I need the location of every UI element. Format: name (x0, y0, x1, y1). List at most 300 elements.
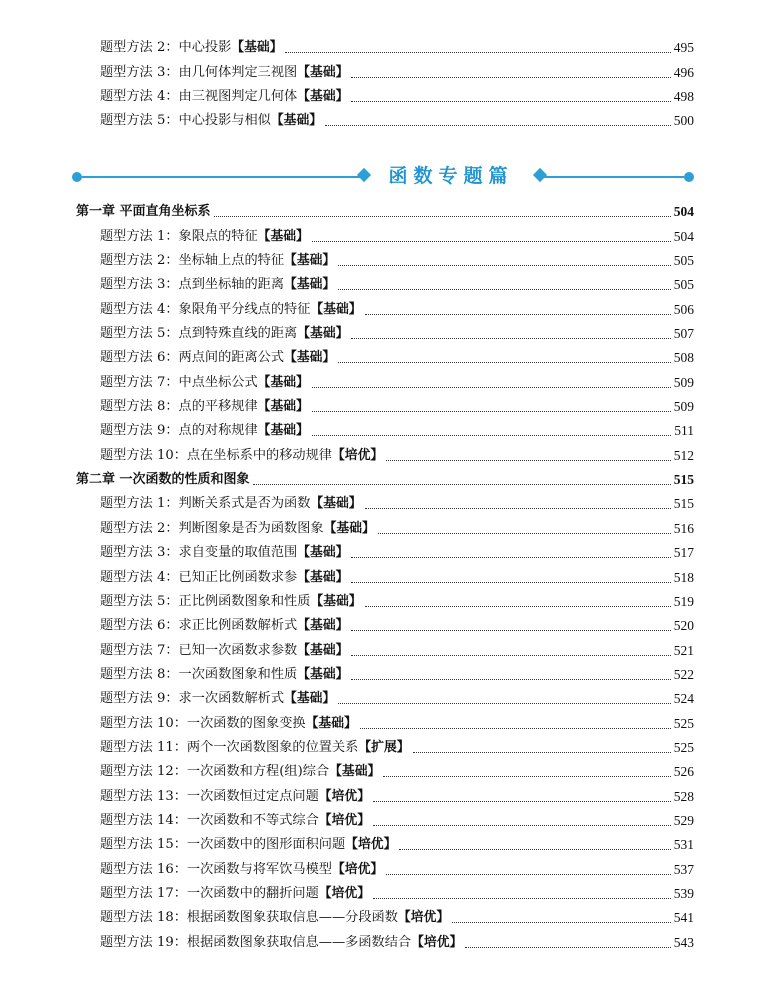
entry-colon: ： (165, 301, 179, 317)
dot-leader (351, 581, 670, 583)
entry-label (100, 618, 297, 634)
toc-entry (0, 293, 768, 317)
entry-colon: ： (165, 496, 179, 512)
entry-title: 一次函数和方程(组)综合 (186, 764, 330, 780)
entry-title: 两个一次函数图象的位置关系 (186, 739, 359, 755)
entry-title: 根据函数图象获取信息——多函数结合 (186, 934, 412, 950)
entry-label (100, 643, 297, 659)
entry-colon: ： (165, 423, 179, 439)
entry-label (100, 302, 310, 318)
toc-entry (0, 415, 768, 439)
entry-prefix: 题型方法 (100, 496, 153, 512)
entry-title: 一次函数和不等式综合 (186, 813, 319, 829)
dot-leader (365, 313, 671, 315)
entry-number: 10 (152, 715, 174, 731)
entry-title: 两点间的距离公式 (178, 350, 285, 366)
entry-prefix: 题型方法 (100, 228, 153, 244)
entry-label (100, 935, 411, 951)
entry-number: 9 (152, 423, 166, 439)
chapter-page-number: 504 (673, 204, 694, 220)
entry-prefix: 题型方法 (100, 326, 153, 342)
entry-level-tag: 【基础】 (257, 228, 309, 244)
entry-colon: ： (165, 277, 179, 293)
entry-prefix: 题型方法 (100, 691, 153, 707)
dot-leader (351, 629, 670, 631)
dot-leader (338, 361, 671, 363)
entry-title: 中心投影与相似 (178, 113, 271, 129)
entry-label (100, 789, 319, 805)
entry-prefix: 题型方法 (100, 813, 153, 829)
entry-title: 求正比例函数解析式 (178, 618, 298, 634)
entry-title: 一次函数图象和性质 (178, 666, 298, 682)
entry-number: 5 (152, 593, 166, 609)
entry-title: 一次函数与将军饮马模型 (186, 861, 332, 877)
entry-number: 10 (152, 447, 174, 463)
entry-title: 由三视图判定几何体 (178, 88, 298, 104)
entry-number: 14 (152, 813, 174, 829)
entry-page-number: 509 (673, 399, 694, 415)
entry-title: 点的平移规律 (178, 399, 258, 415)
entry-colon: ： (165, 545, 179, 561)
toc-entry (0, 32, 768, 56)
entry-prefix: 题型方法 (100, 374, 153, 390)
entry-title: 判断图象是否为函数图象 (178, 520, 324, 536)
chapter-page-number: 515 (673, 472, 694, 488)
entry-page-number: 539 (673, 886, 694, 902)
entry-colon: ： (173, 910, 187, 926)
entry-number: 1 (152, 496, 166, 512)
chapter-title: 第一章 平面直角坐标系 (76, 204, 211, 220)
entry-prefix: 题型方法 (100, 252, 153, 268)
entry-number: 2 (152, 520, 166, 536)
toc-entry (0, 780, 768, 804)
entry-colon: ： (165, 593, 179, 609)
entry-page-number: 541 (673, 910, 694, 926)
toc-entry (0, 537, 768, 561)
entry-colon: ： (173, 739, 187, 755)
entry-colon: ： (165, 88, 179, 104)
entry-page-number: 524 (673, 691, 694, 707)
toc-entry (0, 366, 768, 390)
entry-colon: ： (165, 228, 179, 244)
entry-level-tag: 【培优】 (318, 886, 370, 902)
entry-prefix: 题型方法 (100, 618, 153, 634)
entry-level-tag: 【培优】 (318, 788, 370, 804)
dot-leader (338, 264, 671, 266)
entry-title: 判断关系式是否为函数 (178, 496, 311, 512)
entry-prefix: 题型方法 (100, 113, 153, 129)
toc-entry (0, 853, 768, 877)
dot-leader (386, 459, 671, 461)
toc-entry (0, 610, 768, 634)
dot-leader (399, 848, 670, 850)
entry-page-number: 509 (673, 374, 694, 390)
entry-prefix: 题型方法 (100, 666, 153, 682)
entry-label (100, 764, 329, 780)
banner-left-line (82, 176, 360, 178)
dot-leader (373, 800, 671, 802)
entry-prefix: 题型方法 (100, 569, 153, 585)
banner-right-dot (684, 172, 694, 182)
toc-entry (0, 756, 768, 780)
toc-entry (0, 902, 768, 926)
dot-leader (351, 76, 670, 78)
dot-leader (338, 288, 671, 290)
toc-entry (0, 105, 768, 129)
dot-leader (378, 532, 671, 534)
entry-prefix: 题型方法 (100, 861, 153, 877)
entry-prefix: 题型方法 (100, 788, 153, 804)
entry-colon: ： (165, 374, 179, 390)
entry-label (100, 886, 319, 902)
dot-leader (386, 873, 671, 875)
entry-number: 6 (152, 350, 166, 366)
entry-prefix: 题型方法 (100, 593, 153, 609)
entry-colon: ： (165, 350, 179, 366)
dot-leader (351, 678, 670, 680)
dot-leader (351, 556, 670, 558)
entry-label (100, 667, 297, 683)
entry-level-tag: 【基础】 (310, 593, 362, 609)
entry-level-tag: 【基础】 (329, 764, 381, 780)
entry-level-tag: 【培优】 (397, 910, 450, 926)
entry-page-number: 520 (673, 618, 694, 634)
toc-entry (0, 707, 768, 731)
dot-leader (373, 897, 671, 899)
entry-number: 12 (152, 764, 174, 780)
entry-prefix: 题型方法 (100, 934, 153, 950)
entry-page-number: 498 (673, 88, 694, 104)
entry-colon: ： (165, 691, 179, 707)
toc-entry (0, 245, 768, 269)
entry-level-tag: 【基础】 (257, 374, 309, 390)
entry-colon: ： (165, 520, 179, 536)
entry-prefix: 题型方法 (100, 277, 153, 293)
dot-leader (365, 507, 671, 509)
entry-title: 点到坐标轴的距离 (178, 277, 285, 293)
entry-page-number: 495 (673, 40, 694, 56)
entry-number: 2 (152, 252, 166, 268)
entry-prefix: 题型方法 (100, 520, 153, 536)
entry-number: 2 (152, 40, 166, 56)
entry-title: 一次函数中的图形面积问题 (186, 837, 346, 853)
entry-title: 坐标轴上点的特征 (178, 252, 285, 268)
entry-label (100, 326, 297, 342)
entry-level-tag: 【基础】 (257, 399, 309, 415)
dot-leader (373, 824, 671, 826)
toc-entry (0, 342, 768, 366)
entry-number: 17 (152, 886, 174, 902)
toc-entry (0, 586, 768, 610)
entry-level-tag: 【基础】 (323, 520, 375, 536)
dot-leader (413, 751, 671, 753)
entry-number: 11 (152, 739, 174, 755)
entry-level-tag: 【基础】 (297, 569, 349, 585)
dot-leader (338, 702, 671, 704)
entry-level-tag: 【基础】 (305, 715, 357, 731)
banner-right-diamond (533, 168, 547, 182)
entry-title: 点到特殊直线的距离 (178, 326, 298, 342)
entry-number: 13 (152, 788, 174, 804)
entry-prefix: 题型方法 (100, 837, 153, 853)
entry-number: 1 (152, 228, 166, 244)
entry-number: 3 (152, 277, 166, 293)
entry-number: 5 (152, 326, 166, 342)
entry-title: 求一次函数解析式 (178, 691, 285, 707)
toc-entry (0, 829, 768, 853)
dot-leader (383, 775, 670, 777)
toc-entry (0, 878, 768, 902)
chapter-title: 第二章 一次函数的性质和图象 (76, 472, 250, 488)
entry-colon: ： (173, 861, 187, 877)
toc-entry (0, 440, 768, 464)
entry-page-number: 507 (673, 326, 694, 342)
entry-prefix: 题型方法 (100, 886, 153, 902)
entry-colon: ： (165, 666, 179, 682)
entry-level-tag: 【培优】 (331, 447, 384, 463)
entry-colon: ： (173, 837, 187, 853)
entry-title: 象限角平分线点的特征 (178, 301, 311, 317)
toc-entry (0, 391, 768, 415)
entry-prefix: 题型方法 (100, 642, 153, 658)
entry-prefix: 题型方法 (100, 40, 153, 56)
entry-title: 由几何体判定三视图 (178, 64, 298, 80)
entry-label (100, 545, 297, 561)
entry-number: 8 (152, 399, 166, 415)
entry-colon: ： (173, 447, 187, 463)
dot-leader (452, 921, 671, 923)
entry-number: 4 (152, 301, 166, 317)
entry-colon: ： (165, 618, 179, 634)
entry-label (100, 496, 310, 512)
entry-title: 点的对称规律 (178, 423, 258, 439)
entry-label (100, 65, 297, 81)
toc-entry (0, 269, 768, 293)
entry-label (100, 521, 324, 537)
entry-colon: ： (173, 715, 187, 731)
dot-leader (312, 240, 671, 242)
entry-colon: ： (165, 326, 179, 342)
entry-page-number: 515 (673, 496, 694, 512)
toc-entry (0, 732, 768, 756)
entry-level-tag: 【培优】 (331, 861, 384, 877)
entry-prefix: 题型方法 (100, 399, 153, 415)
entry-number: 7 (152, 642, 166, 658)
entry-colon: ： (173, 886, 187, 902)
entry-page-number: 521 (673, 642, 694, 658)
entry-level-tag: 【基础】 (310, 301, 362, 317)
entry-prefix: 题型方法 (100, 545, 153, 561)
entry-level-tag: 【基础】 (297, 618, 349, 634)
entry-number: 15 (152, 837, 174, 853)
entry-page-number: 531 (673, 837, 694, 853)
section-banner-title: 函数专题篇 (388, 165, 514, 187)
entry-page-number: 511 (674, 423, 694, 439)
entry-title: 求自变量的取值范围 (178, 545, 298, 561)
section-banner (72, 163, 694, 189)
toc-entry (0, 318, 768, 342)
banner-left-dot (72, 172, 82, 182)
entry-title: 点在坐标系中的移动规律 (186, 447, 332, 463)
entry-label (100, 813, 319, 829)
entry-label (100, 229, 258, 245)
entry-title: 一次函数的图象变换 (186, 715, 306, 731)
toc-entry (0, 927, 768, 951)
entry-page-number: 508 (673, 350, 694, 366)
entry-colon: ： (165, 642, 179, 658)
toc-entry (0, 683, 768, 707)
entry-label (100, 448, 332, 464)
entry-title: 中心投影 (178, 40, 232, 56)
entry-colon: ： (165, 399, 179, 415)
dot-leader (365, 605, 671, 607)
dot-leader (351, 100, 670, 102)
entry-label (100, 423, 258, 439)
entry-page-number: 519 (673, 593, 694, 609)
entry-title: 根据函数图象获取信息——分段函数 (186, 910, 398, 926)
entry-prefix: 题型方法 (100, 910, 153, 926)
entry-colon: ： (165, 40, 179, 56)
toc-entry (0, 488, 768, 512)
entry-number: 16 (152, 861, 174, 877)
entry-number: 7 (152, 374, 166, 390)
entry-label (100, 350, 284, 366)
entry-colon: ： (173, 813, 187, 829)
entry-label (100, 740, 358, 756)
entry-colon: ： (165, 64, 179, 80)
entry-colon: ： (173, 934, 187, 950)
toc-entry (0, 56, 768, 80)
entry-title: 已知一次函数求参数 (178, 642, 298, 658)
entry-colon: ： (173, 764, 187, 780)
entry-level-tag: 【基础】 (297, 88, 349, 104)
entry-number: 5 (152, 113, 166, 129)
entry-page-number: 528 (673, 788, 694, 804)
entry-page-number: 537 (673, 861, 694, 877)
entry-label (100, 570, 297, 586)
entry-page-number: 526 (673, 764, 694, 780)
entry-colon: ： (165, 252, 179, 268)
entry-label (100, 277, 284, 293)
dot-leader (360, 727, 671, 729)
entry-prefix: 题型方法 (100, 739, 153, 755)
entry-page-number: 512 (673, 447, 694, 463)
entry-level-tag: 【基础】 (284, 252, 336, 268)
dot-leader (312, 434, 671, 436)
entry-colon: ： (165, 569, 179, 585)
dot-leader (351, 654, 670, 656)
entry-page-number: 505 (673, 277, 694, 293)
entry-level-tag: 【基础】 (270, 113, 323, 129)
entry-page-number: 506 (673, 301, 694, 317)
entry-level-tag: 【基础】 (284, 277, 336, 293)
entry-prefix: 题型方法 (100, 301, 153, 317)
entry-number: 4 (152, 88, 166, 104)
entry-level-tag: 【基础】 (297, 326, 349, 342)
entry-label (100, 594, 310, 610)
entry-level-tag: 【基础】 (231, 40, 283, 56)
entry-page-number: 518 (673, 569, 694, 585)
entry-title: 一次函数恒过定点问题 (186, 788, 319, 804)
entry-level-tag: 【基础】 (297, 64, 349, 80)
entry-number: 6 (152, 618, 166, 634)
entry-label (100, 399, 258, 415)
entry-prefix: 题型方法 (100, 423, 153, 439)
entry-label (100, 40, 231, 56)
entry-level-tag: 【基础】 (297, 545, 349, 561)
entry-label (100, 89, 297, 105)
toc-entry (0, 561, 768, 585)
entry-title: 一次函数中的翻折问题 (186, 886, 319, 902)
dot-leader (465, 946, 670, 948)
entry-level-tag: 【扩展】 (358, 739, 410, 755)
toc-entry (0, 81, 768, 105)
entry-level-tag: 【基础】 (284, 350, 336, 366)
entry-page-number: 525 (673, 739, 694, 755)
entry-label (100, 837, 345, 853)
entry-prefix: 题型方法 (100, 350, 153, 366)
entry-level-tag: 【基础】 (257, 423, 309, 439)
entry-number: 8 (152, 666, 166, 682)
entry-prefix: 题型方法 (100, 447, 153, 463)
chapter-heading (0, 464, 768, 488)
entry-level-tag: 【基础】 (310, 496, 362, 512)
entry-number: 19 (152, 934, 174, 950)
entry-level-tag: 【培优】 (318, 813, 370, 829)
entry-label (100, 716, 306, 732)
entry-level-tag: 【基础】 (284, 691, 336, 707)
entry-page-number: 522 (673, 666, 694, 682)
entry-label (100, 910, 398, 926)
dot-leader (325, 124, 671, 126)
entry-title: 中点坐标公式 (178, 374, 258, 390)
entry-label (100, 691, 284, 707)
entry-page-number: 529 (673, 813, 694, 829)
entry-label (100, 113, 271, 129)
banner-right-line (542, 176, 684, 178)
toc-entry (0, 659, 768, 683)
entry-page-number: 504 (673, 228, 694, 244)
toc-entry (0, 513, 768, 537)
toc-entry (0, 805, 768, 829)
entry-page-number: 505 (673, 252, 694, 268)
entry-level-tag: 【基础】 (297, 666, 349, 682)
entry-label (100, 375, 258, 391)
entry-number: 18 (152, 910, 174, 926)
entry-page-number: 496 (673, 64, 694, 80)
toc-entry (0, 634, 768, 658)
entry-prefix: 题型方法 (100, 764, 153, 780)
toc-entry (0, 220, 768, 244)
entry-level-tag: 【培优】 (411, 934, 463, 950)
entry-page-number: 516 (673, 520, 694, 536)
entry-page-number: 525 (673, 715, 694, 731)
banner-left-diamond (357, 168, 371, 182)
dot-leader (214, 215, 671, 217)
entry-title: 象限点的特征 (178, 228, 258, 244)
entry-page-number: 500 (673, 113, 694, 129)
entry-page-number: 543 (673, 934, 694, 950)
chapter-heading (0, 196, 768, 220)
entry-level-tag: 【基础】 (297, 642, 349, 658)
entry-colon: ： (173, 788, 187, 804)
entry-number: 3 (152, 545, 166, 561)
dot-leader (285, 51, 670, 53)
entry-label (100, 253, 284, 269)
dot-leader (312, 386, 671, 388)
dot-leader (351, 337, 670, 339)
entry-colon: ： (165, 113, 179, 129)
